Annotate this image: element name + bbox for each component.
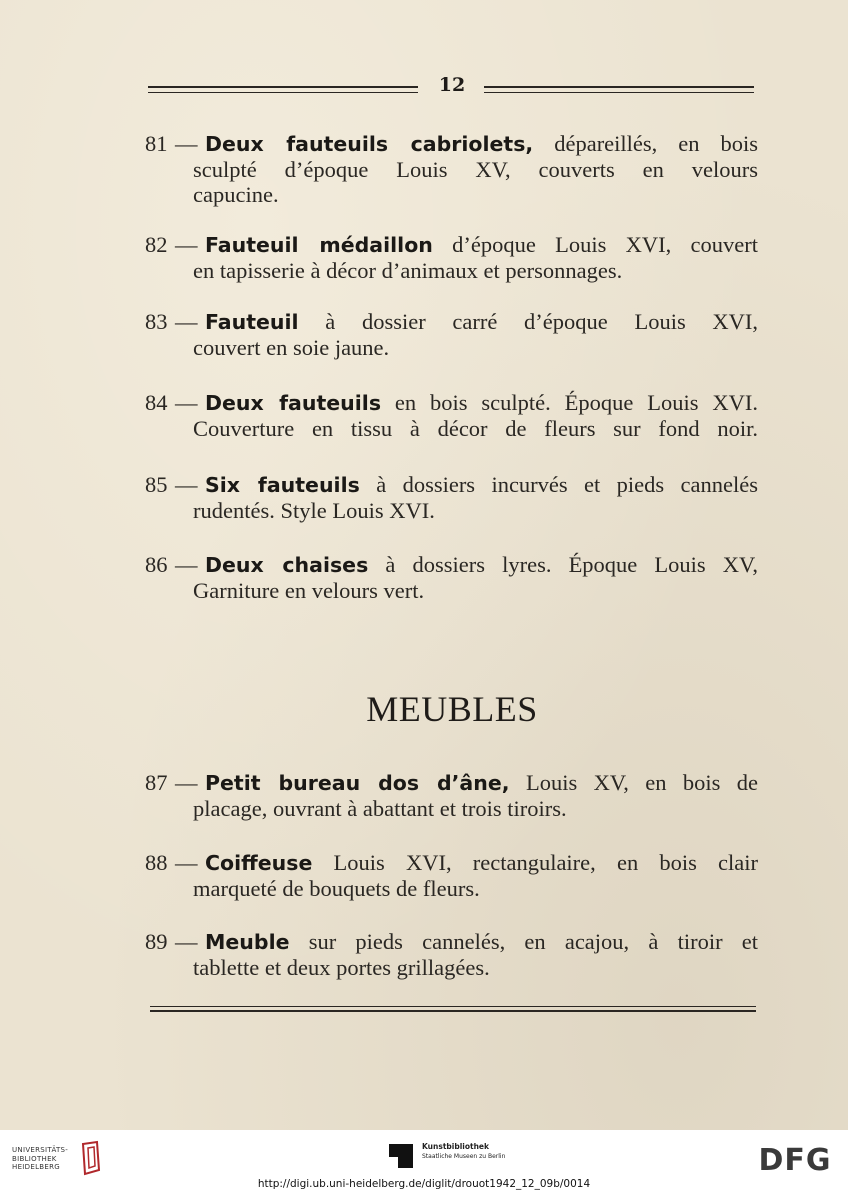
lot-81 [145, 131, 758, 207]
lot-continuation: tablette et deux portes grillagées. [193, 955, 490, 980]
lot-dash: — [175, 850, 198, 875]
lot-first-line [145, 131, 758, 157]
header-rule-left [148, 86, 418, 93]
lot-dash: — [175, 770, 198, 795]
lot-83 [145, 309, 758, 360]
lot-dash: — [175, 232, 198, 257]
lot-title: Petit bureau dos d’âne, [205, 771, 510, 795]
lot-85 [145, 472, 758, 523]
section-title: MEUBLES [366, 689, 538, 729]
lot-title: Fauteuil [205, 310, 299, 334]
lot-description: Louis XV, en bois de [525, 770, 759, 795]
lot-continuation: en tapisserie à décor d’animaux et personnages. [193, 258, 623, 283]
lot-description: dépareillés, en bois [554, 131, 758, 156]
source-url[interactable]: http://digi.ub.uni-heidelberg.de/diglit/drouot1942_12_09b/0014 [257, 1178, 591, 1190]
lot-dash: — [175, 472, 198, 497]
lot-number: 82 [145, 232, 168, 257]
kunstbibliothek-subtitle: Staatliche Museen zu Berlin [422, 1153, 506, 1160]
lot-title: Six fauteuils [205, 473, 360, 497]
lot-first-line [145, 472, 758, 498]
lot-continuation: sculpté d’époque Louis XV, couverts en velours [193, 157, 758, 182]
lot-title: Deux fauteuils [205, 391, 382, 415]
lot-82 [145, 232, 758, 283]
lot-continuation: Couverture en tissu à décor de fleurs sur fond noir. [193, 416, 758, 441]
lot-first-line [145, 552, 758, 578]
lot-first-line [145, 232, 758, 258]
lot-description: à dossiers incurvés et pieds cannelés [376, 472, 758, 497]
kunstbibliothek-logo-icon[interactable] [388, 1143, 414, 1169]
lot-description: Louis XVI, rectangulaire, en bois clair [333, 850, 758, 875]
lot-continuation: placage, ouvrant à abattant et trois tiroirs. [193, 796, 567, 821]
lot-description: à dossiers lyres. Époque Louis XV, [385, 552, 758, 577]
lot-number: 86 [145, 552, 168, 577]
dfg-logo[interactable]: DFG [758, 1143, 832, 1178]
lot-dash: — [175, 131, 198, 156]
lot-number: 85 [145, 472, 168, 497]
lot-description: d’époque Louis XVI, couvert [452, 232, 758, 257]
lot-87 [145, 770, 758, 821]
lot-number: 83 [145, 309, 168, 334]
lot-dash: — [175, 390, 198, 415]
lot-number: 89 [145, 929, 168, 954]
lot-89 [145, 929, 758, 980]
lot-86 [145, 552, 758, 603]
lot-first-line [145, 929, 758, 955]
lot-description: sur pieds cannelés, en acajou, à tiroir et [308, 929, 758, 954]
kunstbibliothek-label [422, 1142, 562, 1161]
uni-line: BIBLIOTHEK [12, 1154, 57, 1163]
lot-dash: — [175, 929, 198, 954]
lot-title: Coiffeuse [205, 851, 313, 875]
lot-first-line [145, 390, 758, 416]
lot-first-line [145, 850, 758, 876]
lot-title: Deux fauteuils cabriolets, [205, 132, 534, 156]
kunstbibliothek-name: Kunstbibliothek [422, 1142, 490, 1151]
footer-rule [150, 1006, 756, 1012]
lot-continuation: rudentés. Style Louis XVI. [193, 498, 435, 523]
lot-title: Deux chaises [205, 553, 369, 577]
lot-dash: — [175, 309, 198, 334]
lot-first-line [145, 309, 758, 335]
header-rule-right [484, 86, 754, 93]
lot-number: 81 [145, 131, 168, 156]
lot-title: Fauteuil médaillon [205, 233, 433, 257]
lot-continuation: couvert en soie jaune. [193, 335, 390, 360]
heidelberg-library-logo-text[interactable] [12, 1146, 84, 1172]
lot-number: 88 [145, 850, 168, 875]
lot-84 [145, 390, 758, 441]
heidelberg-seal-icon[interactable] [79, 1140, 103, 1176]
lot-continuation: Garniture en velours vert. [193, 578, 425, 603]
lot-description: en bois sculpté. Époque Louis XVI. [394, 390, 759, 415]
lot-dash: — [175, 552, 198, 577]
lot-88 [145, 850, 758, 901]
lot-description: à dossier carré d’époque Louis XVI, [325, 309, 759, 334]
lot-first-line [145, 770, 758, 796]
uni-line: HEIDELBERG [12, 1163, 60, 1171]
lot-continuation: capucine. [193, 182, 279, 207]
lot-title: Meuble [205, 930, 290, 954]
page-number: 12 [438, 74, 466, 96]
lot-continuation: marqueté de bouquets de fleurs. [193, 876, 480, 901]
uni-line: UNIVERSITÄTS- [12, 1146, 69, 1154]
lot-number: 87 [145, 770, 168, 795]
lot-number: 84 [145, 390, 168, 415]
